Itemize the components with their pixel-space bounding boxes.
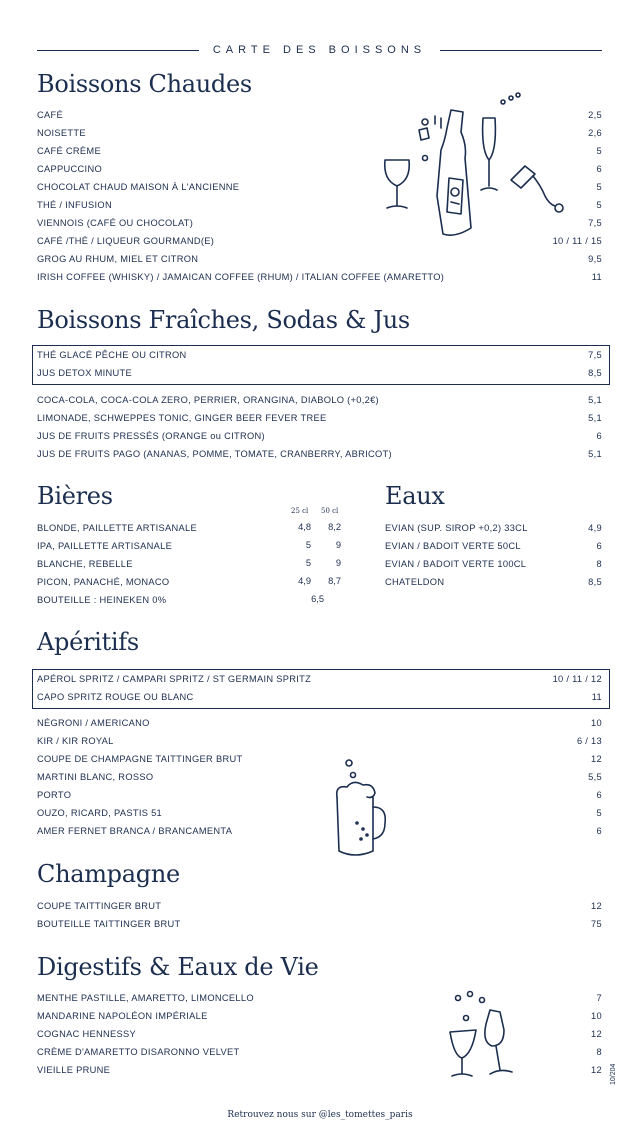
- item-name: MARTINI BLANC, ROSSO: [37, 772, 154, 782]
- beer-price-50cl: 9: [335, 540, 341, 550]
- section-title-digestifs: Digestifs & Eaux de Vie: [37, 953, 319, 981]
- beer-mug-icon: [327, 755, 397, 865]
- eaux-item: [385, 573, 602, 591]
- item-name: VIEILLE PRUNE: [37, 1065, 111, 1075]
- item-price: 11: [591, 692, 602, 702]
- item-name: JUS DE FRUITS PRESSÉS (ORANGE ou CITRON): [37, 431, 265, 441]
- item-price: 8: [596, 1047, 602, 1057]
- item-price: 7,5: [588, 350, 602, 360]
- item-price: 7,5: [588, 218, 602, 228]
- item-price: 5,1: [588, 449, 602, 459]
- beer-item-name: BLANCHE, REBELLE: [37, 559, 133, 569]
- item-name: CHATELDON: [385, 577, 445, 587]
- champagne-item: [37, 915, 602, 933]
- header-divider-left: [37, 50, 199, 51]
- item-price: 9,5: [588, 254, 602, 264]
- item-name: BOUTEILLE TAITTINGER BRUT: [37, 919, 181, 929]
- item-price: 6: [596, 790, 602, 800]
- item-price: 10: [591, 1011, 602, 1021]
- item-price: 5: [596, 182, 602, 192]
- menu-code: 10/204: [610, 1063, 617, 1085]
- chaudes-item: [37, 250, 602, 268]
- item-price: 7: [596, 993, 602, 1003]
- beer-price-50cl: 9: [335, 558, 341, 568]
- item-price: 5: [596, 808, 602, 818]
- aperitifs-boxed-item: [37, 670, 602, 688]
- drinks-illustration-icon: [375, 88, 575, 248]
- item-name: CRÈME D'AMARETTO DISARONNO VELVET: [37, 1047, 240, 1057]
- item-name: PORTO: [37, 790, 72, 800]
- aperitifs-item: [37, 786, 602, 804]
- item-name: CAPO SPRITZ ROUGE OU BLANC: [37, 692, 194, 702]
- item-name: EVIAN (SUP. SIROP +0,2) 33CL: [385, 523, 528, 533]
- section-title-champagne: Champagne: [37, 860, 180, 888]
- eaux-item: [385, 519, 602, 537]
- beer-col-50cl: 50 cl: [321, 507, 339, 515]
- item-price: 2,6: [588, 128, 602, 138]
- item-price: 2,5: [588, 110, 602, 120]
- item-price: 12: [591, 1029, 602, 1039]
- item-name: CHOCOLAT CHAUD MAISON À L'ANCIENNE: [37, 182, 240, 192]
- aperitifs-item: [37, 822, 602, 840]
- beer-bottle-name: BOUTEILLE : HEINEKEN 0%: [37, 595, 167, 605]
- item-name: KIR / KIR ROYAL: [37, 736, 114, 746]
- section-title-aperitifs: Apéritifs: [37, 628, 139, 656]
- item-price: 8,5: [588, 368, 602, 378]
- item-price: 6: [596, 164, 602, 174]
- aperitifs-item: [37, 768, 602, 786]
- eaux-item: [385, 555, 602, 573]
- item-name: EVIAN / BADOIT VERTE 50CL: [385, 541, 521, 551]
- champagne-item: [37, 897, 602, 915]
- beer-price-25cl: 4,9: [298, 576, 311, 586]
- beer-price-25cl: 4,8: [298, 522, 311, 532]
- section-title-bieres: Bières: [37, 482, 113, 510]
- item-name: JUS DE FRUITS PAGO (ANANAS, POMME, TOMATE, CRANBERRY, ABRICOT): [37, 449, 392, 459]
- beer-price-25cl: 5: [305, 540, 311, 550]
- item-price: 11: [591, 272, 602, 282]
- beer-col-25cl: 25 cl: [291, 507, 309, 515]
- beer-item-name: BLONDE, PAILLETTE ARTISANALE: [37, 523, 197, 533]
- item-name: LIMONADE, SCHWEPPES TONIC, GINGER BEER FEVER TREE: [37, 413, 327, 423]
- item-name: CAFÉ: [37, 110, 63, 120]
- item-name: NÉGRONI / AMERICANO: [37, 718, 150, 728]
- item-name: CAPPUCCINO: [37, 164, 102, 174]
- item-price: 12: [591, 901, 602, 911]
- item-name: COUPE DE CHAMPAGNE TAITTINGER BRUT: [37, 754, 243, 764]
- item-name: NOISETTE: [37, 128, 86, 138]
- item-price: 5,5: [588, 772, 602, 782]
- beer-price-50cl: 8,7: [328, 576, 341, 586]
- item-price: 8,5: [588, 577, 602, 587]
- beer-bottle-price: 6,5: [311, 594, 324, 604]
- item-name: MENTHE PASTILLE, AMARETTO, LIMONCELLO: [37, 993, 254, 1003]
- item-name: AMER FERNET BRANCA / BRANCAMENTA: [37, 826, 233, 836]
- item-name: COGNAC HENNESSY: [37, 1029, 137, 1039]
- item-name: COUPE TAITTINGER BRUT: [37, 901, 162, 911]
- fraiches-item: [37, 409, 602, 427]
- item-name: THÉ / INFUSION: [37, 200, 112, 210]
- beer-item-name: PICON, PANACHÉ, MONACO: [37, 577, 170, 587]
- item-name: APÉROL SPRITZ / CAMPARI SPRITZ / ST GERMAIN SPRITZ: [37, 674, 312, 684]
- aperitifs-boxed-item: [37, 688, 602, 706]
- item-price: 6 / 13: [576, 736, 602, 746]
- fraiches-boxed-item: [37, 364, 602, 382]
- item-price: 6: [596, 826, 602, 836]
- header-divider-right: [440, 50, 602, 51]
- item-price: 12: [591, 754, 602, 764]
- item-name: MANDARINE NAPOLÉON IMPÉRIALE: [37, 1011, 208, 1021]
- item-price: 8: [596, 559, 602, 569]
- item-price: 5: [596, 200, 602, 210]
- item-name: CAFÉ CRÈME: [37, 146, 101, 156]
- aperitifs-item: [37, 804, 602, 822]
- item-name: OUZO, RICARD, PASTIS 51: [37, 808, 163, 818]
- chaudes-item: [37, 268, 602, 286]
- fraiches-boxed-item: [37, 346, 602, 364]
- item-price: 5: [596, 146, 602, 156]
- wine-glasses-icon: [440, 988, 530, 1080]
- fraiches-item: [37, 427, 602, 445]
- aperitifs-item: [37, 750, 602, 768]
- item-price: 75: [591, 919, 602, 929]
- item-price: 5,1: [588, 413, 602, 423]
- aperitifs-item: [37, 732, 602, 750]
- item-price: 4,9: [588, 523, 602, 533]
- item-name: EVIAN / BADOIT VERTE 100CL: [385, 559, 527, 569]
- item-name: THÉ GLACÉ PÊCHE OU CITRON: [37, 350, 187, 360]
- footer-social: Retrouvez nous sur @les_tomettes_paris: [227, 1110, 413, 1120]
- fraiches-item: [37, 391, 602, 409]
- section-title-chaudes: Boissons Chaudes: [37, 70, 252, 98]
- item-price: 10 / 11 / 15: [552, 236, 602, 246]
- beer-price-50cl: 8,2: [328, 522, 341, 532]
- eaux-item: [385, 537, 602, 555]
- item-price: 5,1: [588, 395, 602, 405]
- item-price: 6: [596, 541, 602, 551]
- item-price: 10 / 11 / 12: [552, 674, 602, 684]
- item-name: JUS DETOX MINUTE: [37, 368, 133, 378]
- item-name: CAFÉ /THÉ / LIQUEUR GOURMAND(E): [37, 236, 215, 246]
- menu-header-title: CARTE DES BOISSONS: [212, 44, 427, 56]
- item-price: 10: [591, 718, 602, 728]
- item-price: 6: [596, 431, 602, 441]
- item-name: GROG AU RHUM, MIEL ET CITRON: [37, 254, 199, 264]
- beer-price-25cl: 5: [305, 558, 311, 568]
- item-price: 12: [591, 1065, 602, 1075]
- aperitifs-item: [37, 714, 602, 732]
- item-name: VIENNOIS (CAFÉ OU CHOCOLAT): [37, 218, 194, 228]
- item-name: COCA-COLA, COCA-COLA ZERO, PERRIER, ORANGINA, DIABOLO (+0,2€): [37, 395, 379, 405]
- section-title-fraiches: Boissons Fraîches, Sodas & Jus: [37, 306, 410, 334]
- menu-header: [37, 40, 602, 60]
- item-name: IRISH COFFEE (WHISKY) / JAMAICAN COFFEE (RHUM) / ITALIAN COFFEE (AMARETTO): [37, 272, 445, 282]
- section-title-eaux: Eaux: [385, 482, 445, 510]
- fraiches-item: [37, 445, 602, 463]
- beer-item-name: IPA, PAILLETTE ARTISANALE: [37, 541, 173, 551]
